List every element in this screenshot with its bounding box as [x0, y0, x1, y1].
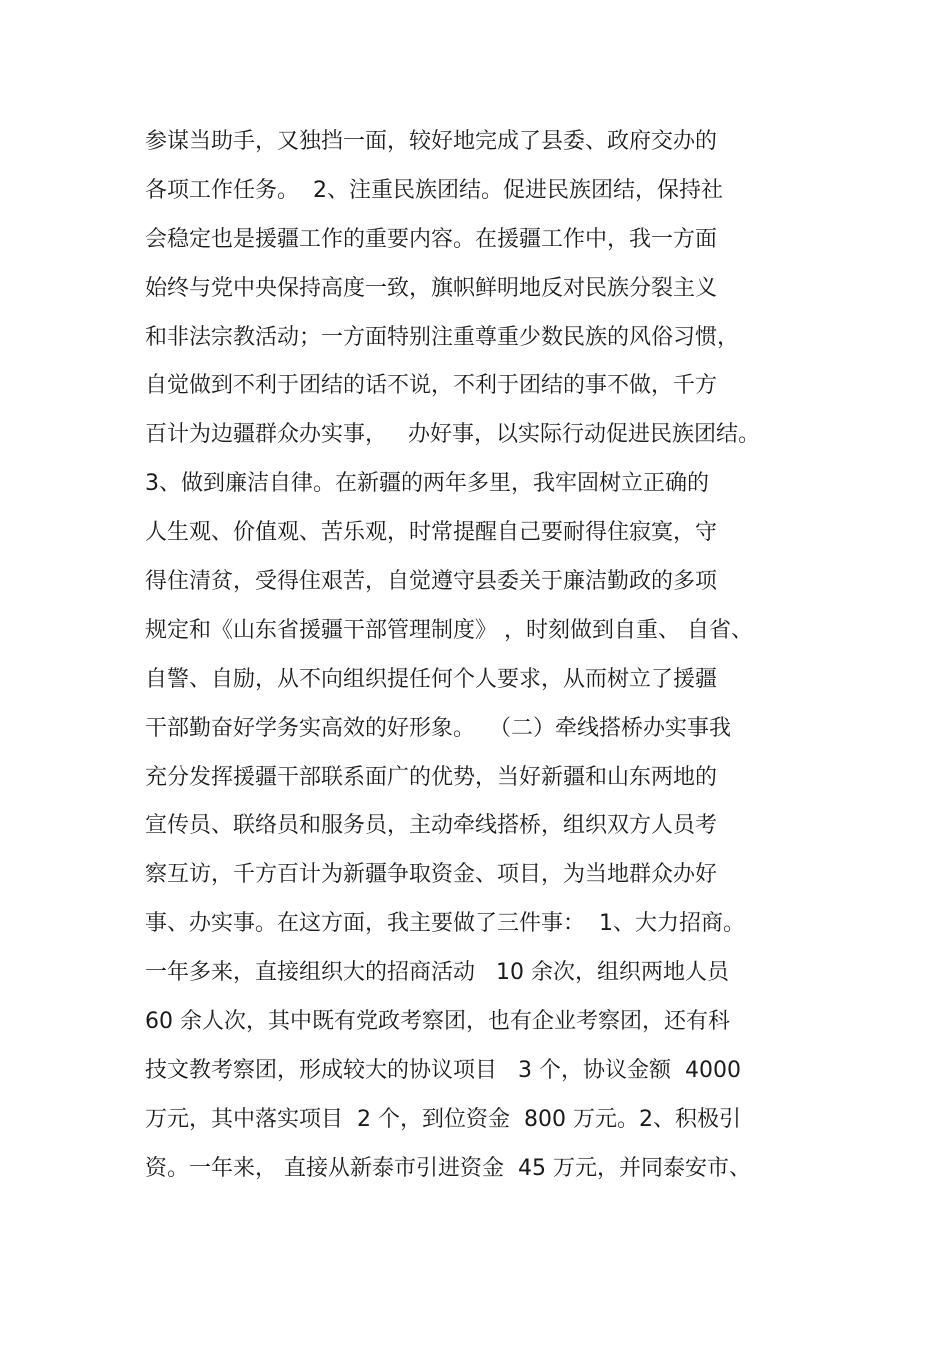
- text-line: 干部勤奋好学务实高效的好形象。 （二）牵线搭桥办实事我: [145, 715, 731, 741]
- text-line: 百计为边疆群众办实事， 办好事，以实际行动促进民族团结。: [145, 422, 760, 448]
- text-line: 万元，其中落实项目 2 个，到位资金 800 万元。2、积极引: [145, 1106, 741, 1132]
- text-line: 宣传员、联络员和服务员，主动牵线搭桥，组织双方人员考: [145, 813, 718, 839]
- text-line: 一年多来，直接组织大的招商活动 10 余次，组织两地人员: [145, 960, 729, 986]
- text-line: 60 余人次，其中既有党政考察团，也有企业考察团，还有科: [145, 1009, 730, 1035]
- text-line: 技文教考察团，形成较大的协议项目 3 个，协议金额 4000: [145, 1057, 741, 1083]
- text-line: 充分发挥援疆干部联系面广的优势，当好新疆和山东两地的: [145, 764, 718, 790]
- body-text: [145, 118, 845, 1194]
- text-line: 自警、自励，从不向组织提任何个人要求，从而树立了援疆: [145, 666, 718, 692]
- text-line: 人生观、价值观、苦乐观，时常提醒自己要耐得住寂寞，守: [145, 520, 718, 546]
- text-line: 得住清贫，受得住艰苦，自觉遵守县委关于廉洁勤政的多项: [145, 569, 718, 595]
- text-line: 会稳定也是援疆工作的重要内容。在援疆工作中，我一方面: [145, 226, 718, 252]
- text-line: 参谋当助手，又独挡一面，较好地完成了县委、政府交办的: [145, 129, 718, 154]
- text-line: 察互访，千方百计为新疆争取资金、项目，为当地群众办好: [145, 862, 718, 888]
- text-line: 自觉做到不利于团结的话不说，不利于团结的事不做，千方: [145, 373, 718, 399]
- text-line: 始终与党中央保持高度一致，旗帜鲜明地反对民族分裂主义: [145, 275, 718, 301]
- text-line: 各项工作任务。 2、注重民族团结。促进民族团结，保持社: [145, 177, 723, 203]
- text-line: 规定和《山东省援疆干部管理制度》 ，时刻做到自重、 自省、: [145, 617, 753, 643]
- text-line: 资。一年来， 直接从新泰市引进资金 45 万元，并同泰安市、: [145, 1155, 751, 1181]
- text-line: 3、做到廉洁自律。在新疆的两年多里，我牢固树立正确的: [145, 471, 709, 497]
- text-line: 和非法宗教活动；一方面特别注重尊重少数民族的风俗习惯，: [145, 324, 740, 350]
- text-line: 事、办实事。在这方面，我主要做了三件事： 1、大力招商。: [145, 911, 745, 937]
